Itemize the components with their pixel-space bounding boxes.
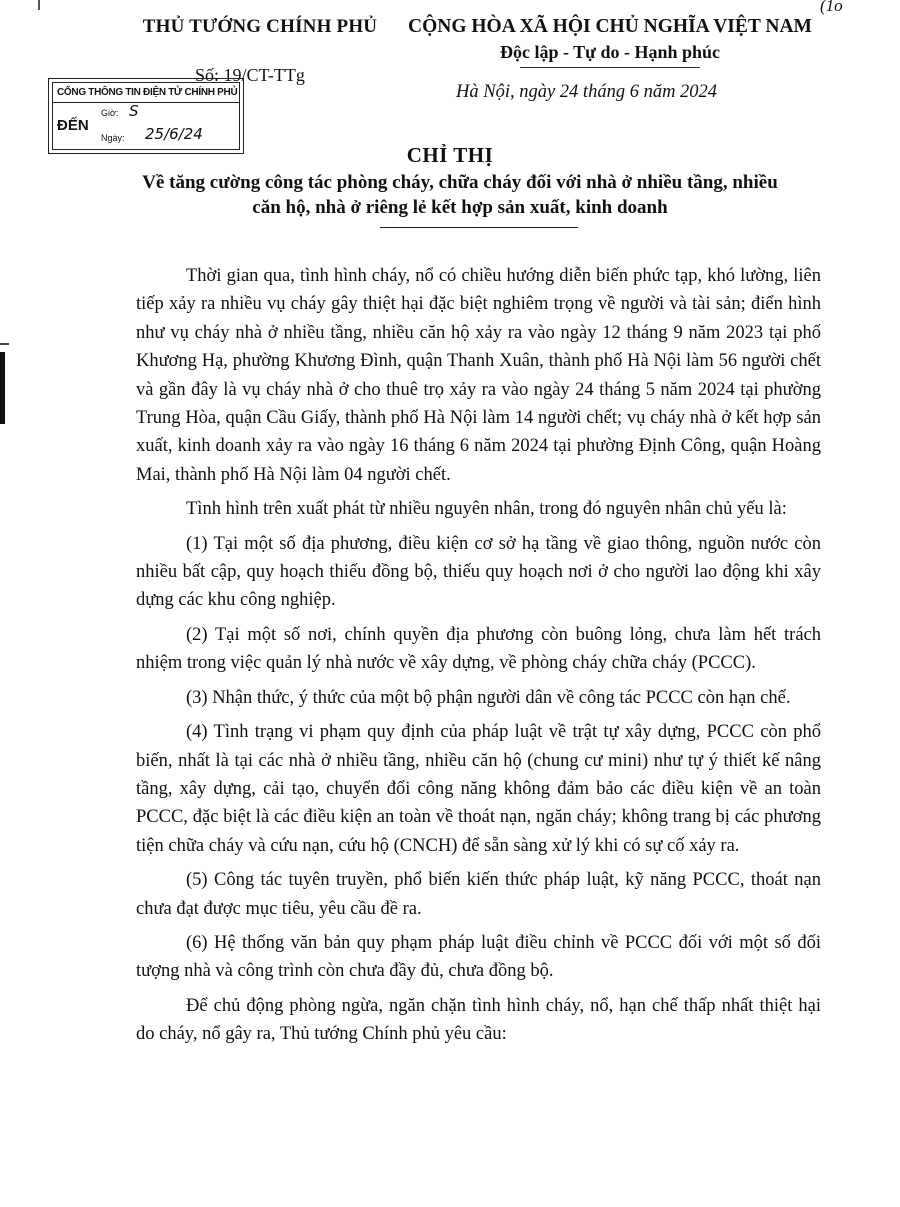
body-paragraph: Thời gian qua, tình hình cháy, nổ có chiều hướng diễn biến phức tạp, khó lường, liên tiếp xảy ra nhiều vụ cháy gây thiệt hại đặc biệt nghiêm trọng về người và tài sản; điển hình như vụ cháy nhà ở nhiều tầng, nhiều căn hộ xảy ra vào ngày 12 tháng 9 năm 2023 tại phố Khương Hạ, phường Khương Đình, quận Thanh Xuân, thành phố Hà Nội làm 56 người chết và gần đây là vụ cháy nhà ở cho thuê trọ xảy ra vào ngày 24 tháng 5 năm 2024 tại phường Trung Hòa, quận Cầu Giấy, thành phố Hà Nội làm 14 người chết; vụ cháy nhà ở kết hợp sản xuất, kinh doanh xảy ra vào ngày 16 tháng 6 năm 2024 tại phường Định Công, quận Hoàng Mai, thành phố Hà Nội làm 04 người chết.	[136, 266, 821, 485]
stamp-date-value: 25/6/24	[145, 125, 203, 143]
body-paragraph: Tình hình trên xuất phát từ nhiều nguyên nhân, trong đó nguyên nhân chủ yếu là:	[186, 499, 787, 520]
scan-artifact	[0, 343, 9, 345]
body-paragraph: (6) Hệ thống văn bản quy phạm pháp luật điều chỉnh về PCCC đối với một số đối tượng nhà và công trình còn chưa đầy đủ, chưa đồng bộ.	[136, 932, 821, 982]
document-number: Số: 19/CT-TTg	[195, 65, 305, 85]
document-title: CHỈ THỊ	[406, 143, 494, 167]
national-heading: CỘNG HÒA XÃ HỘI CHỦ NGHĨA VIỆT NAM	[408, 16, 812, 37]
body-paragraph: (4) Tình trạng vi phạm quy định của pháp luật về trật tự xây dựng, PCCC còn phổ biến, nhất là tại các nhà ở nhiều tầng, nhiều căn hộ (chung cư mini) như tự ý thiết kế nâng tầng, xây dựng, cải tạo, chuyển đổi công năng không đảm bảo các điều kiện về an toàn PCCC, đặc biệt là các điều kiện an toàn về thoát nạn, ngăn cháy; không trang bị các phương tiện chữa cháy và cứu nạn, cứu hộ (CNCH) để sẵn sàng xử lý khi có sự cố xảy ra.	[136, 722, 821, 856]
stamp-date-label: Ngày:	[101, 133, 125, 143]
body-paragraph: Để chủ động phòng ngừa, ngăn chặn tình hình cháy, nổ, hạn chế thấp nhất thiệt hại do cháy, nổ gây ra, Thủ tướng Chính phủ yêu cầu:	[136, 995, 821, 1045]
issuer-heading: THỦ TƯỚNG CHÍNH PHỦ	[142, 16, 378, 37]
handwritten-corner-mark: (1o	[820, 0, 843, 15]
body-paragraph: (2) Tại một số nơi, chính quyền địa phương còn buông lỏng, chưa làm hết trách nhiệm trong việc quản lý nhà nước về xây dựng, về phòng cháy chữa cháy (PCCC).	[136, 624, 821, 674]
body-paragraph: (5) Công tác tuyên truyền, phổ biến kiến thức pháp luật, kỹ năng PCCC, thoát nạn chưa đạt được mục tiêu, yêu cầu đề ra.	[136, 870, 821, 919]
place-and-date: Hà Nội, ngày 24 tháng 6 năm 2024	[456, 82, 718, 102]
national-motto: Độc lập - Tự do - Hạnh phúc	[499, 42, 721, 62]
title-underline	[380, 227, 578, 228]
document-body	[136, 262, 821, 1055]
body-paragraph: (1) Tại một số địa phương, điều kiện cơ sở hạ tầng về giao thông, nguồn nước còn nhiều bất cập, quy hoạch thiếu đồng bộ, thiếu quy hoạch nơi ở cho người lao động khi xây dựng các khu công nghiệp.	[136, 533, 821, 611]
scan-artifact	[38, 0, 40, 10]
stamp-time-label: Giờ:	[101, 108, 119, 118]
body-paragraph: (3) Nhận thức, ý thức của một bộ phận người dân về công tác PCCC còn hạn chế.	[186, 687, 791, 708]
stamp-organization: CỔNG THÔNG TIN ĐIỆN TỬ CHÍNH PHỦ	[57, 87, 238, 98]
stamp-divider	[53, 102, 239, 103]
motto-underline	[520, 67, 700, 68]
document-subtitle: Về tăng cường công tác phòng cháy, chữa cháy đối với nhà ở nhiều tầng, nhiều căn hộ, nhà ở riêng lẻ kết hợp sản xuất, kinh doanh	[142, 172, 778, 218]
scan-artifact	[0, 352, 5, 424]
stamp-time-value: S	[129, 102, 139, 120]
stamp-inner-border	[52, 82, 240, 150]
stamp-received-label: ĐẾN	[57, 117, 89, 134]
